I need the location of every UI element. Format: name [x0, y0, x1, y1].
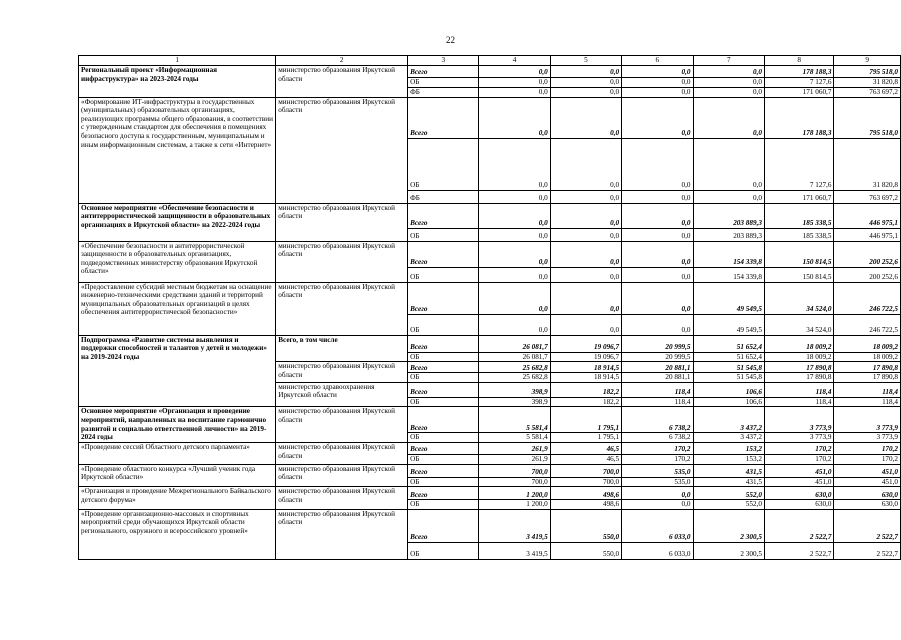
value-cell: 535,0 [622, 477, 693, 487]
executor-cell: министерство образования Иркутской области [276, 487, 408, 510]
value-cell: 49 549,5 [693, 282, 764, 314]
value-cell: 451,0 [834, 464, 901, 477]
value-cell: 446 975,1 [834, 228, 901, 241]
value-cell: 46,5 [550, 454, 621, 464]
table-row [79, 464, 901, 477]
value-cell: 3 773,9 [764, 407, 833, 433]
value-cell: 0,0 [479, 88, 550, 98]
activity-name: «Предоставление субсидий местным бюджетам на оснащение инженерно-техническими средствами зданий и территорий муниципальных образовательных организаций в целях обеспечения антитеррористической безопасности» [79, 282, 276, 335]
value-cell: 0,0 [550, 78, 621, 88]
activity-name: Основное мероприятие «Обеспечение безопасности и антитеррористической защищенности в образовательных организациях в Иркутской области» на 2022-2024 годы [79, 203, 276, 241]
value-cell: 1 200,0 [479, 500, 550, 510]
value-cell: 550,0 [550, 542, 621, 559]
value-cell: 182,2 [550, 382, 621, 397]
funding-source: ОБ [408, 397, 479, 407]
value-cell: 0,0 [622, 203, 693, 228]
header-cell: 8 [764, 56, 833, 66]
value-cell: 552,0 [693, 500, 764, 510]
executor-cell: министерство образования Иркутской области [276, 97, 408, 203]
funding-source: ОБ [408, 138, 479, 190]
activity-name: Подпрограмма «Развитие системы выявления и поддержки способностей и талантов у детей и молодежи» на 2019-2024 годы [79, 335, 276, 407]
value-cell: 18 914,5 [550, 373, 621, 383]
value-cell: 170,2 [764, 442, 833, 454]
value-cell: 170,2 [834, 454, 901, 464]
value-cell: 118,4 [834, 382, 901, 397]
value-cell: 0,0 [550, 190, 621, 203]
funding-source: Всего [408, 203, 479, 228]
value-cell: 0,0 [693, 97, 764, 138]
value-cell: 552,0 [693, 487, 764, 500]
value-cell: 3 437,2 [693, 407, 764, 433]
value-cell: 5 581,4 [479, 433, 550, 443]
value-cell: 0,0 [622, 282, 693, 314]
executor-cell: министерство здравоохранения Иркутской области [276, 382, 408, 407]
table-row [79, 442, 901, 454]
value-cell: 0,0 [550, 282, 621, 314]
value-cell: 0,0 [479, 282, 550, 314]
value-cell: 431,5 [693, 464, 764, 477]
value-cell: 0,0 [622, 314, 693, 335]
value-cell: 34 524,0 [764, 314, 833, 335]
funding-source: ОБ [408, 78, 479, 88]
value-cell: 0,0 [622, 138, 693, 190]
value-cell: 185 338,5 [764, 228, 833, 241]
value-cell: 2 522,7 [834, 542, 901, 559]
value-cell: 118,4 [764, 397, 833, 407]
funding-source: Всего [408, 335, 479, 352]
activity-name: «Организация и проведение Межрегионального Байкальского детского форума» [79, 487, 276, 510]
header-cell: 4 [479, 56, 550, 66]
value-cell: 451,0 [834, 477, 901, 487]
executor-cell: министерство образования Иркутской области [276, 407, 408, 443]
value-cell: 19 096,7 [550, 335, 621, 352]
value-cell: 451,0 [764, 464, 833, 477]
value-cell: 0,0 [550, 138, 621, 190]
activity-name: «Проведение областного конкурса «Лучший ученик года Иркутской области» [79, 464, 276, 487]
value-cell: 171 060,7 [764, 88, 833, 98]
value-cell: 1 795,1 [550, 433, 621, 443]
value-cell: 398,9 [479, 397, 550, 407]
table-row [79, 282, 901, 314]
value-cell: 630,0 [764, 487, 833, 500]
value-cell: 6 738,2 [622, 407, 693, 433]
funding-source: ОБ [408, 228, 479, 241]
funding-source: ОБ [408, 454, 479, 464]
table-row [79, 407, 901, 433]
funding-source: ОБ [408, 352, 479, 362]
funding-source: Всего [408, 66, 479, 78]
value-cell: 3 419,5 [479, 542, 550, 559]
value-cell: 2 522,7 [764, 542, 833, 559]
value-cell: 0,0 [622, 241, 693, 267]
value-cell: 0,0 [693, 66, 764, 78]
value-cell: 20 999,5 [622, 352, 693, 362]
value-cell: 630,0 [834, 487, 901, 500]
value-cell: 51 545,8 [693, 362, 764, 373]
table-row [79, 487, 901, 500]
executor-cell: министерство образования Иркутской области [276, 241, 408, 282]
value-cell: 498,6 [550, 487, 621, 500]
executor-cell: министерство образования Иркутской области [276, 362, 408, 383]
value-cell: 3 437,2 [693, 433, 764, 443]
value-cell: 150 814,5 [764, 267, 833, 282]
header-cell: 3 [408, 56, 479, 66]
funding-source: ОБ [408, 433, 479, 443]
value-cell: 700,0 [550, 477, 621, 487]
page-number: 22 [446, 35, 455, 45]
funding-source: ОБ [408, 314, 479, 335]
value-cell: 170,2 [834, 442, 901, 454]
funding-source: ФБ [408, 190, 479, 203]
value-cell: 0,0 [622, 78, 693, 88]
value-cell: 17 890,8 [834, 373, 901, 383]
activity-name: «Обеспечение безопасности и антитеррористической защищенности в образовательных организациях, подведомственных министерству образования Иркутской области» [79, 241, 276, 282]
executor-cell: министерство образования Иркутской области [276, 282, 408, 335]
value-cell: 26 081,7 [479, 352, 550, 362]
value-cell: 170,2 [622, 454, 693, 464]
value-cell: 7 127,6 [764, 138, 833, 190]
value-cell: 498,6 [550, 500, 621, 510]
value-cell: 700,0 [479, 464, 550, 477]
value-cell: 0,0 [693, 190, 764, 203]
value-cell: 763 697,2 [834, 190, 901, 203]
value-cell: 0,0 [622, 190, 693, 203]
funding-source: ОБ [408, 373, 479, 383]
value-cell: 398,9 [479, 382, 550, 397]
value-cell: 0,0 [622, 88, 693, 98]
activity-name: Основное мероприятие «Организация и проведение мероприятий, направленных на воспитание гармонично развитой и социально ответственной личности» на 2019-2024 годы [79, 407, 276, 443]
value-cell: 182,2 [550, 397, 621, 407]
value-cell: 0,0 [479, 267, 550, 282]
value-cell: 20 881,1 [622, 373, 693, 383]
header-cell: 5 [550, 56, 621, 66]
value-cell: 0,0 [622, 267, 693, 282]
value-cell: 31 820,8 [834, 78, 901, 88]
value-cell: 261,9 [479, 442, 550, 454]
value-cell: 170,2 [764, 454, 833, 464]
value-cell: 20 999,5 [622, 335, 693, 352]
activity-name: «Проведение организационно-массовых и спортивных мероприятий среди обучающихся Иркутской области регионального, окружного и всероссийского уровней» [79, 509, 276, 559]
activity-name: Региональный проект «Информационная инфраструктура» на 2023-2024 годы [79, 66, 276, 98]
value-cell: 451,0 [764, 477, 833, 487]
value-cell: 630,0 [764, 500, 833, 510]
value-cell: 795 518,0 [834, 97, 901, 138]
funding-source: ОБ [408, 477, 479, 487]
value-cell: 0,0 [479, 203, 550, 228]
value-cell: 0,0 [550, 97, 621, 138]
value-cell: 5 581,4 [479, 407, 550, 433]
executor-cell: министерство образования Иркутской области [276, 442, 408, 464]
value-cell: 34 524,0 [764, 282, 833, 314]
funding-source: ОБ [408, 267, 479, 282]
executor-cell: министерство образования Иркутской области [276, 509, 408, 559]
value-cell: 3 773,9 [834, 407, 901, 433]
funding-source: Всего [408, 407, 479, 433]
table-row [79, 509, 901, 542]
funding-source: Всего [408, 97, 479, 138]
value-cell: 200 252,6 [834, 267, 901, 282]
value-cell: 2 300,5 [693, 509, 764, 542]
funding-source: Всего [408, 241, 479, 267]
funding-source: Всего [408, 442, 479, 454]
value-cell: 0,0 [622, 487, 693, 500]
value-cell: 0,0 [550, 228, 621, 241]
value-cell: 0,0 [622, 500, 693, 510]
value-cell: 700,0 [550, 464, 621, 477]
value-cell: 0,0 [622, 97, 693, 138]
table-row [79, 97, 901, 138]
value-cell: 170,2 [622, 442, 693, 454]
value-cell: 0,0 [693, 78, 764, 88]
value-cell: 118,4 [622, 397, 693, 407]
value-cell: 795 518,0 [834, 66, 901, 78]
value-cell: 6 738,2 [622, 433, 693, 443]
funding-source: Всего [408, 282, 479, 314]
value-cell: 17 890,8 [764, 362, 833, 373]
value-cell: 178 188,3 [764, 97, 833, 138]
value-cell: 431,5 [693, 477, 764, 487]
value-cell: 17 890,8 [834, 362, 901, 373]
value-cell: 20 881,1 [622, 362, 693, 373]
value-cell: 3 773,9 [764, 433, 833, 443]
value-cell: 0,0 [622, 228, 693, 241]
value-cell: 118,4 [764, 382, 833, 397]
value-cell: 106,6 [693, 397, 764, 407]
value-cell: 200 252,6 [834, 241, 901, 267]
header-cell: 6 [622, 56, 693, 66]
executor-cell: министерство образования Иркутской области [276, 464, 408, 487]
funding-source: Всего [408, 362, 479, 373]
header-cell: 7 [693, 56, 764, 66]
table-row [79, 335, 901, 352]
value-cell: 17 890,8 [764, 373, 833, 383]
funding-source: Всего [408, 382, 479, 397]
value-cell: 25 682,8 [479, 362, 550, 373]
value-cell: 51 652,4 [693, 352, 764, 362]
table-row [79, 203, 901, 228]
value-cell: 535,0 [622, 464, 693, 477]
value-cell: 49 549,5 [693, 314, 764, 335]
value-cell: 261,9 [479, 454, 550, 464]
value-cell: 0,0 [550, 88, 621, 98]
value-cell: 0,0 [479, 66, 550, 78]
value-cell: 153,2 [693, 454, 764, 464]
value-cell: 31 820,8 [834, 138, 901, 190]
value-cell: 0,0 [479, 138, 550, 190]
value-cell: 154 339,8 [693, 267, 764, 282]
funding-source: ОБ [408, 500, 479, 510]
value-cell: 0,0 [622, 66, 693, 78]
activity-name: «Формирование ИТ-инфраструктуры в государственных (муниципальных) образовательных организациях, реализующих программы общего образования, в соответствии с утвержденным стандартом для обеспечения в помещениях безопасного доступа к государственным, муниципальным и иным информационным системам, а также к сети «Интернет» [79, 97, 276, 203]
executor-cell: Всего, в том числе [276, 335, 408, 362]
value-cell: 0,0 [693, 88, 764, 98]
value-cell: 51 652,4 [693, 335, 764, 352]
activity-name: «Проведение сессий Областного детского парламента» [79, 442, 276, 464]
header-cell: 2 [276, 56, 408, 66]
table-row [79, 66, 901, 78]
value-cell: 6 033,0 [622, 542, 693, 559]
value-cell: 150 814,5 [764, 241, 833, 267]
value-cell: 2 300,5 [693, 542, 764, 559]
value-cell: 550,0 [550, 509, 621, 542]
value-cell: 700,0 [479, 477, 550, 487]
value-cell: 1 200,0 [479, 487, 550, 500]
executor-cell: министерство образования Иркутской области [276, 66, 408, 98]
value-cell: 18 009,2 [834, 335, 901, 352]
value-cell: 178 188,3 [764, 66, 833, 78]
value-cell: 18 009,2 [764, 335, 833, 352]
value-cell: 2 522,7 [764, 509, 833, 542]
value-cell: 18 009,2 [764, 352, 833, 362]
value-cell: 154 339,8 [693, 241, 764, 267]
value-cell: 6 033,0 [622, 509, 693, 542]
value-cell: 0,0 [479, 190, 550, 203]
value-cell: 51 545,8 [693, 373, 764, 383]
value-cell: 185 338,5 [764, 203, 833, 228]
value-cell: 0,0 [550, 314, 621, 335]
value-cell: 18 914,5 [550, 362, 621, 373]
value-cell: 2 522,7 [834, 509, 901, 542]
value-cell: 25 682,8 [479, 373, 550, 383]
header-cell: 9 [834, 56, 901, 66]
header-row [79, 56, 901, 66]
value-cell: 0,0 [479, 78, 550, 88]
executor-cell: министерство образования Иркутской области [276, 203, 408, 241]
value-cell: 203 889,3 [693, 203, 764, 228]
value-cell: 18 009,2 [834, 352, 901, 362]
value-cell: 0,0 [479, 241, 550, 267]
value-cell: 0,0 [550, 241, 621, 267]
value-cell: 763 697,2 [834, 88, 901, 98]
value-cell: 7 127,6 [764, 78, 833, 88]
value-cell: 19 096,7 [550, 352, 621, 362]
value-cell: 246 722,5 [834, 282, 901, 314]
value-cell: 0,0 [479, 314, 550, 335]
value-cell: 106,6 [693, 382, 764, 397]
value-cell: 446 975,1 [834, 203, 901, 228]
value-cell: 118,4 [622, 382, 693, 397]
value-cell: 0,0 [550, 66, 621, 78]
value-cell: 46,5 [550, 442, 621, 454]
value-cell: 153,2 [693, 442, 764, 454]
budget-table [78, 55, 901, 560]
value-cell: 3 773,9 [834, 433, 901, 443]
value-cell: 0,0 [479, 228, 550, 241]
value-cell: 118,4 [834, 397, 901, 407]
value-cell: 1 795,1 [550, 407, 621, 433]
funding-source: ФБ [408, 88, 479, 98]
value-cell: 203 889,3 [693, 228, 764, 241]
header-cell: 1 [79, 56, 276, 66]
value-cell: 246 722,5 [834, 314, 901, 335]
value-cell: 0,0 [550, 203, 621, 228]
value-cell: 3 419,5 [479, 509, 550, 542]
funding-source: Всего [408, 464, 479, 477]
value-cell: 0,0 [550, 267, 621, 282]
value-cell: 630,0 [834, 500, 901, 510]
value-cell: 171 060,7 [764, 190, 833, 203]
funding-source: ОБ [408, 542, 479, 559]
value-cell: 0,0 [479, 97, 550, 138]
value-cell: 0,0 [693, 138, 764, 190]
funding-source: Всего [408, 509, 479, 542]
value-cell: 26 081,7 [479, 335, 550, 352]
table-row [79, 241, 901, 267]
funding-source: Всего [408, 487, 479, 500]
